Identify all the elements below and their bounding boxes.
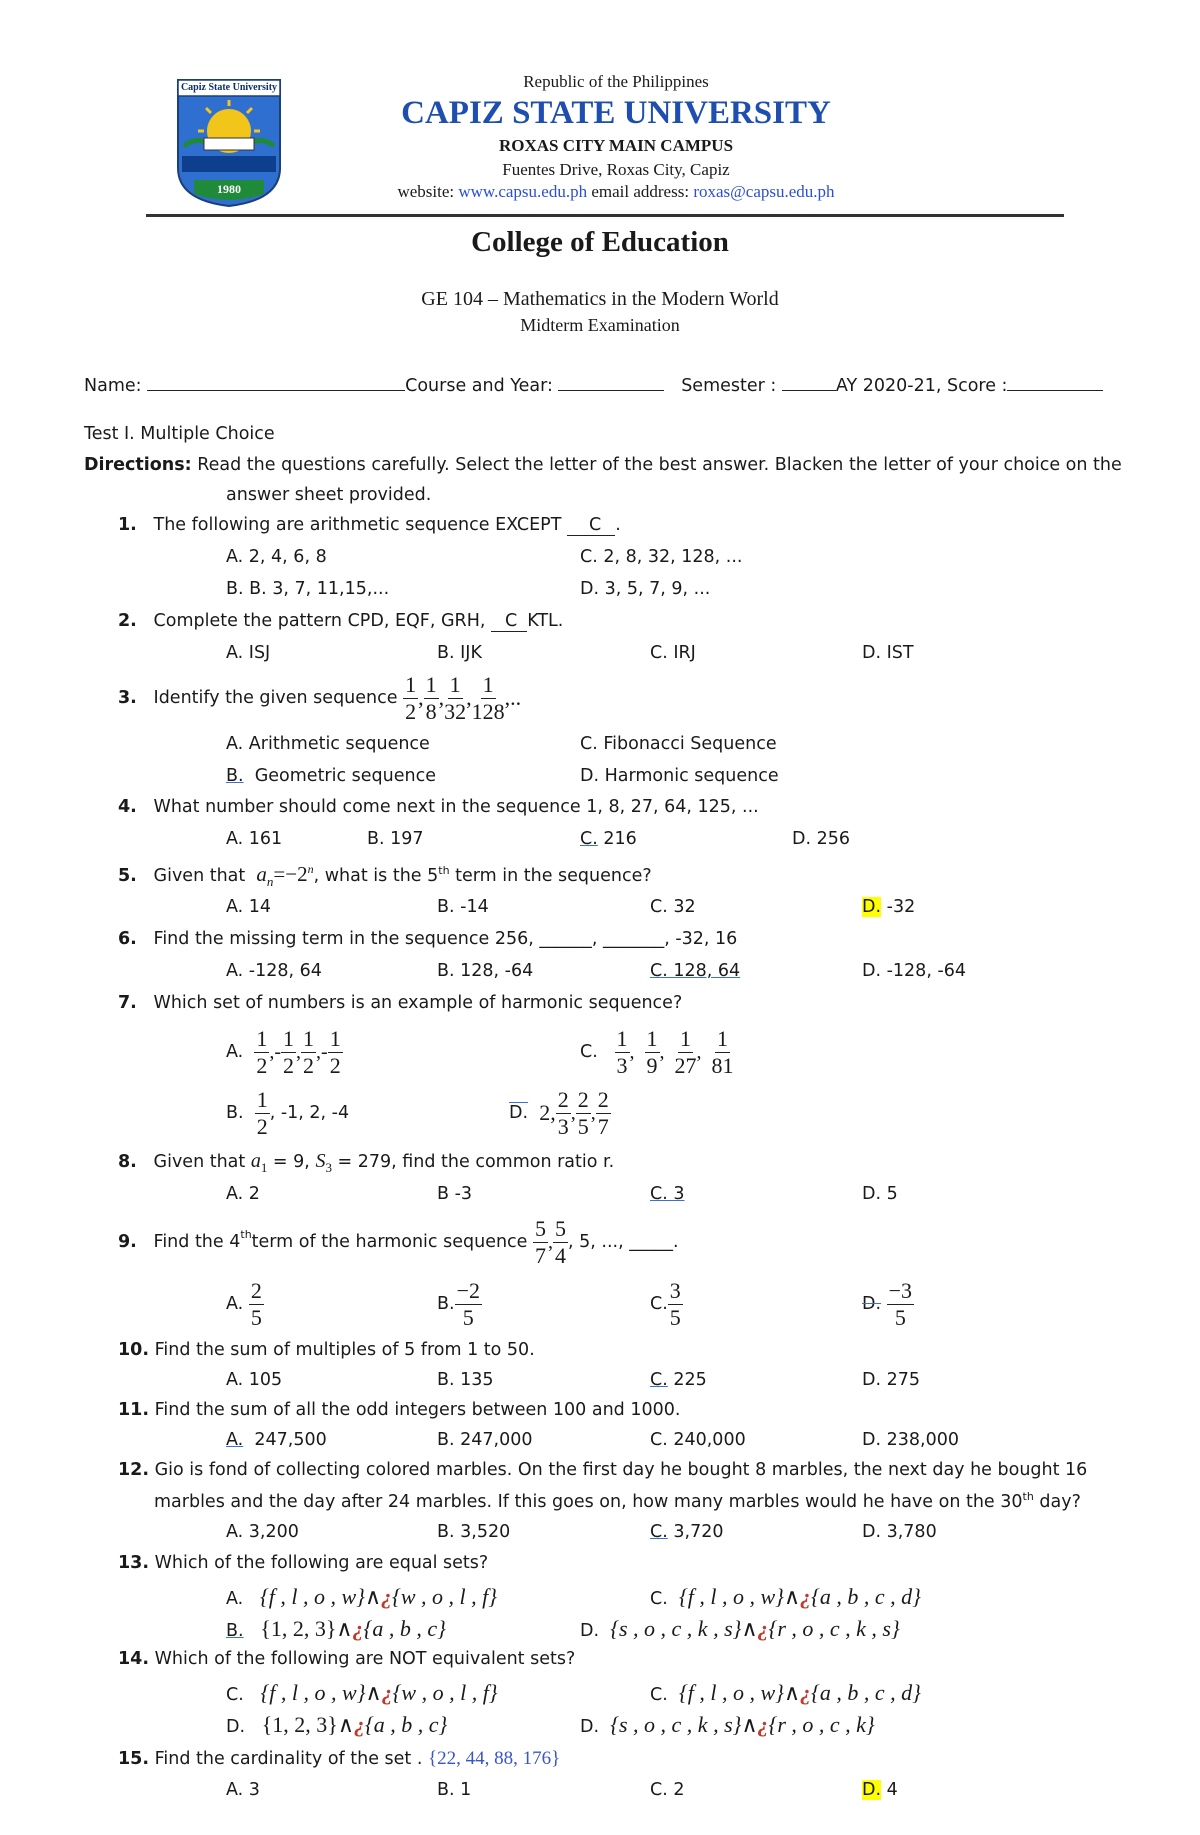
q4-option-b[interactable]: B. 197: [367, 829, 424, 849]
question-12-line-2: [154, 1490, 1081, 1512]
q8-option-b[interactable]: B -3: [437, 1184, 473, 1204]
directions-text-2: answer sheet provided.: [226, 485, 432, 505]
q14-option-b-letter: D.: [226, 1717, 246, 1737]
q13-b-left-set: {1, 2, 3}: [260, 1616, 337, 1641]
header-rule: [146, 214, 1064, 217]
campus-address: Fuentes Drive, Roxas City, Capiz: [502, 160, 730, 179]
q8-a1: [250, 1150, 268, 1175]
q1-option-a[interactable]: A. 2, 4, 6, 8: [226, 547, 327, 567]
q14-d-right-set: {r , o , c , k}: [768, 1712, 875, 1737]
q4-option-d[interactable]: D. 256: [792, 829, 851, 849]
q7-a-fraction-2: $\frac{1}{2}$: [283, 1025, 295, 1078]
q9-option-a-letter: A.: [226, 1294, 244, 1314]
q7-number: 7.: [118, 993, 137, 1013]
q3-sep-4: ,: [504, 685, 511, 710]
q5-option-b[interactable]: B. -14: [437, 897, 489, 917]
q4-option-a[interactable]: A. 161: [226, 829, 283, 849]
q13-option-d[interactable]: [580, 1616, 900, 1642]
question-4: [118, 797, 759, 817]
q8-number: 8.: [118, 1152, 137, 1172]
q15-option-a[interactable]: A. 3: [226, 1780, 260, 1800]
q12-text: Gio is fond of collecting colored marbles. On the first day he bought 8 marbles, the next day he bought 16: [154, 1460, 1088, 1480]
q11-option-b[interactable]: B. 247,000: [437, 1430, 533, 1450]
q15-number: 15.: [118, 1749, 150, 1769]
q14-a-expression: [261, 1680, 498, 1705]
q3-fraction-3: $\frac{1}{32}$: [444, 671, 467, 724]
q9-comma: ,: [548, 1230, 554, 1253]
q14-d-glyph: ¿: [757, 1712, 769, 1737]
question-2: [118, 611, 563, 632]
directions: [84, 455, 1144, 475]
q10-option-d[interactable]: D. 275: [862, 1370, 921, 1390]
q14-c-expression: [679, 1680, 921, 1705]
question-13: [118, 1553, 488, 1573]
q8-s3-subscript: 3: [325, 1160, 332, 1175]
q13-option-c[interactable]: [650, 1584, 921, 1610]
exam-title: Midterm Examination: [520, 315, 680, 335]
q8-a1-symbol: a: [250, 1150, 261, 1172]
q9-option-d-letter: D.: [862, 1294, 882, 1314]
logo-year: 1980: [217, 182, 241, 196]
q7-c-fraction-2: $\frac{1}{9}$: [646, 1025, 658, 1078]
ay-score-label: AY 2020-21, Score :: [835, 376, 1008, 396]
q3-number: 3.: [118, 688, 137, 708]
q3-fraction-2: $\frac{1}{8}$: [425, 671, 437, 724]
q13-c-glyph: ¿: [800, 1584, 812, 1609]
q14-d-expression: [610, 1712, 875, 1737]
q13-c-operator: ∧: [783, 1584, 801, 1609]
q10-option-c-letter: C.: [650, 1370, 668, 1390]
q12-option-b[interactable]: B. 3,520: [437, 1522, 511, 1542]
q14-a-glyph: ¿: [381, 1680, 393, 1705]
directions-label: Directions:: [84, 455, 192, 475]
q13-text: Which of the following are equal sets?: [154, 1553, 489, 1573]
q5-option-a[interactable]: A. 14: [226, 897, 272, 917]
q12-option-c-letter: C.: [650, 1522, 668, 1542]
q3-text: Identify the given sequence: [153, 688, 398, 708]
q4-option-c-letter: C.: [580, 829, 598, 849]
q14-d-left-set: {s , o , c , k , s}: [610, 1712, 742, 1737]
q14-d-operator: ∧: [741, 1712, 758, 1737]
q7-text: Which set of numbers is an example of harmonic sequence?: [153, 993, 683, 1013]
q7-a-sep-2: ,: [296, 1040, 302, 1063]
q12-number: 12.: [118, 1460, 150, 1480]
q13-option-b[interactable]: [226, 1616, 446, 1642]
q3-option-c[interactable]: C. Fibonacci Sequence: [580, 734, 777, 754]
q13-a-glyph: ¿: [381, 1584, 393, 1609]
q3-option-d[interactable]: D. Harmonic sequence: [580, 766, 779, 786]
q14-b-left-set: {1, 2, 3}: [261, 1712, 338, 1737]
q1-option-d[interactable]: D. 3, 5, 7, 9, ...: [580, 579, 711, 599]
q9-text-2: term of the harmonic sequence: [251, 1232, 528, 1252]
q3-option-b[interactable]: [226, 766, 436, 786]
q5-option-c[interactable]: C. 32: [650, 897, 696, 917]
question-15: [118, 1748, 560, 1770]
question-14: [118, 1649, 575, 1669]
q2-end: KTL.: [527, 611, 564, 631]
q12-option-d[interactable]: D. 3,780: [862, 1522, 937, 1542]
q10-option-a[interactable]: A. 105: [226, 1370, 283, 1390]
q13-option-c-letter: C.: [650, 1589, 668, 1609]
q13-d-operator: ∧: [741, 1616, 758, 1641]
campus-name: ROXAS CITY MAIN CAMPUS: [498, 136, 734, 155]
q13-c-right-set: {a , b , c , d}: [811, 1584, 921, 1609]
q7-b-rest: , -1, 2, -4: [269, 1103, 350, 1123]
q9-option-c[interactable]: [650, 1276, 683, 1332]
q5-option-d-letter: D.: [862, 897, 882, 917]
q9-option-a[interactable]: [226, 1276, 264, 1332]
q10-number: 10.: [118, 1340, 150, 1360]
q3-sep-3: ,: [466, 685, 472, 710]
question-3: [118, 670, 521, 726]
q14-a-operator: ∧: [365, 1680, 382, 1705]
q11-number: 11.: [118, 1400, 150, 1420]
q13-c-left-set: {f , l , o , w}: [678, 1584, 784, 1609]
q13-d-left-set: {s , o , c , k , s}: [610, 1616, 742, 1641]
q7-d-comma-2: ,: [590, 1101, 596, 1124]
question-12: [118, 1460, 1087, 1480]
q1-answer: C: [567, 515, 615, 536]
question-7: [118, 993, 682, 1013]
q14-option-a-letter: C.: [226, 1685, 244, 1705]
republic-line: Republic of the Philippines: [523, 72, 709, 91]
q14-c-glyph: ¿: [800, 1680, 812, 1705]
q14-b-right-set: {a , b , c}: [364, 1712, 448, 1737]
contact-line: [16, 182, 1200, 202]
name-label: Name:: [84, 376, 142, 396]
score-field[interactable]: [1007, 374, 1103, 391]
q6-number: 6.: [118, 929, 137, 949]
q7-option-c-letter: C.: [580, 1042, 598, 1062]
q13-a-operator: ∧: [364, 1584, 382, 1609]
q8-option-c[interactable]: C. 3: [650, 1184, 685, 1204]
q6-option-a[interactable]: A. -128, 64: [226, 961, 322, 981]
q1-option-b[interactable]: B. B. 3, 7, 11,15,...: [226, 579, 390, 599]
q13-option-d-letter: D.: [580, 1621, 600, 1641]
course-year-label: Course and Year:: [405, 376, 553, 396]
website-label: website:: [397, 182, 455, 201]
question-11: [118, 1400, 680, 1420]
course-title: GE 104 – Mathematics in the Modern World: [421, 288, 779, 310]
q11-option-a[interactable]: [226, 1430, 327, 1450]
q4-number: 4.: [118, 797, 137, 817]
q7-c-comma-3: ,: [696, 1040, 712, 1063]
q7-a-sep-1: ,-: [269, 1040, 282, 1063]
q13-d-right-set: {r , o , c , k , s}: [768, 1616, 900, 1641]
q8-option-d[interactable]: D. 5: [862, 1184, 898, 1204]
q3-fraction-1: $\frac{1}{2}$: [405, 671, 417, 724]
q5-a-subscript: n: [266, 874, 274, 890]
q13-b-glyph: ¿: [352, 1616, 364, 1641]
directions-text: Read the questions carefully. Select the letter of the best answer. Blacken the letter of your choice on the: [197, 455, 1122, 475]
q3-sep-2: ,: [438, 685, 445, 710]
q13-option-a[interactable]: [226, 1584, 497, 1610]
q8-s3-symbol: S: [315, 1150, 326, 1172]
q15-set: {22, 44, 88, 176}: [427, 1748, 561, 1769]
q11-option-d[interactable]: D. 238,000: [862, 1430, 959, 1450]
q5-number: 5.: [118, 866, 137, 886]
q3-fraction-4: $\frac{1}{128}$: [471, 671, 505, 724]
q9-c-fraction: $\frac{3}{5}$: [669, 1277, 681, 1330]
q14-c-operator: ∧: [783, 1680, 801, 1705]
q8-text-3: = 279, find the common ratio r.: [331, 1152, 615, 1172]
q2-answer: C: [491, 611, 527, 632]
q3-ellipsis: ..: [510, 685, 522, 710]
q9-fraction-1: $\frac{5}{7}$: [535, 1215, 547, 1268]
q5-formula: [256, 862, 314, 890]
q13-a-expression: [260, 1584, 497, 1609]
question-5: [118, 862, 652, 890]
q7-d-fraction-3: $\frac{2}{7}$: [597, 1086, 609, 1139]
q7-c-fraction-1: $\frac{1}{3}$: [616, 1025, 628, 1078]
q7-a-fraction-3: $\frac{1}{2}$: [303, 1025, 315, 1078]
q14-b-operator: ∧: [337, 1712, 354, 1737]
q7-d-first: 2,: [539, 1100, 556, 1125]
q12-text-2b: day?: [1033, 1491, 1081, 1512]
q13-b-operator: ∧: [336, 1616, 353, 1641]
q4-text: What number should come next in the sequence 1, 8, 27, 64, 125, ...: [153, 797, 759, 817]
q9-fraction-2: $\frac{5}{4}$: [555, 1215, 567, 1268]
q7-a-fraction-1: $\frac{1}{2}$: [256, 1025, 268, 1078]
q8-option-a[interactable]: A. 2: [226, 1184, 260, 1204]
q2-option-a[interactable]: A. ISJ: [226, 643, 271, 663]
q1-option-c[interactable]: C. 2, 8, 32, 128, ...: [580, 547, 743, 567]
q2-text: Complete the pattern CPD, EQF, GRH,: [153, 611, 486, 631]
q11-option-a-letter: A.: [226, 1430, 244, 1450]
q13-option-a-letter: A.: [226, 1589, 244, 1609]
q14-c-left-set: {f , l , o , w}: [678, 1680, 784, 1705]
q12-option-c[interactable]: [650, 1522, 723, 1542]
q9-option-d[interactable]: [862, 1276, 914, 1332]
q7-c-comma-1: ,: [629, 1040, 645, 1063]
q13-d-glyph: ¿: [757, 1616, 769, 1641]
q8-text-1: Given that: [153, 1152, 246, 1172]
q14-c-right-set: {a , b , c , d}: [811, 1680, 921, 1705]
q8-a1-subscript: 1: [260, 1160, 268, 1175]
q7-option-c[interactable]: [580, 1024, 734, 1080]
q4-option-c-value: 216: [603, 829, 637, 849]
question-9: [118, 1214, 679, 1270]
website-link[interactable]: www.capsu.edu.ph: [458, 182, 588, 201]
q3-option-b-letter: B.: [226, 766, 244, 786]
q9-text-1: Find the 4: [153, 1232, 241, 1252]
q11-option-c[interactable]: C. 240,000: [650, 1430, 746, 1450]
q7-option-b-letter: B.: [226, 1103, 244, 1123]
q5-exponent: n: [307, 862, 314, 876]
q10-option-c[interactable]: [650, 1370, 707, 1390]
q9-d-fraction: $\frac{-3}{5}$: [888, 1277, 913, 1330]
q7-option-d[interactable]: [509, 1085, 611, 1141]
q7-c-fraction-4: $\frac{1}{81}$: [711, 1025, 734, 1078]
q9-a-fraction: $\frac{2}{5}$: [250, 1277, 262, 1330]
q8-s3: [315, 1150, 332, 1175]
q9-option-b-letter: B.: [437, 1294, 455, 1314]
q15-option-d[interactable]: [862, 1780, 898, 1800]
q7-d-fraction-1: $\frac{2}{3}$: [557, 1086, 569, 1139]
question-1: [118, 515, 621, 536]
q13-d-expression: [610, 1616, 900, 1641]
q13-option-b-letter: B.: [226, 1621, 244, 1641]
q5-text-3: term in the sequence?: [449, 866, 652, 886]
q3-option-b-text: Geometric sequence: [254, 766, 436, 786]
q5-equals: =−2: [273, 862, 308, 886]
semester-field[interactable]: [782, 374, 836, 391]
logo-banner-text: Capiz State University: [180, 82, 278, 93]
q7-d-comma-1: ,: [570, 1101, 576, 1124]
q9-option-b[interactable]: [437, 1276, 482, 1332]
q10-option-c-value: 225: [673, 1370, 707, 1390]
q10-text: Find the sum of multiples of 5 from 1 to 50.: [154, 1340, 535, 1360]
q7-option-a[interactable]: [226, 1024, 343, 1080]
q15-option-c[interactable]: C. 2: [650, 1780, 685, 1800]
question-6: [118, 929, 737, 949]
q12-option-a[interactable]: A. 3,200: [226, 1522, 299, 1542]
q13-b-right-set: {a , b , c}: [363, 1616, 446, 1641]
q6-option-b[interactable]: B. 128, -64: [437, 961, 534, 981]
q2-option-b[interactable]: B. IJK: [437, 643, 482, 663]
q5-text-2: , what is the 5: [313, 866, 439, 886]
q7-d-fraction-2: $\frac{2}{5}$: [577, 1086, 589, 1139]
email-label: email address:: [591, 182, 690, 201]
q7-a-sep-3: ,-: [316, 1040, 328, 1063]
q14-b-expression: [262, 1712, 448, 1737]
q2-option-c[interactable]: C. IRJ: [650, 643, 696, 663]
q9-option-c-letter: C.: [650, 1294, 668, 1314]
q2-option-d[interactable]: D. IST: [862, 643, 914, 663]
q1-number: 1.: [118, 515, 137, 535]
q12-th: th: [1022, 1490, 1034, 1503]
q4-option-c[interactable]: [580, 829, 637, 849]
q13-c-expression: [679, 1584, 921, 1609]
q14-b-glyph: ¿: [353, 1712, 365, 1737]
q5-a-symbol: a: [256, 862, 267, 886]
q14-a-left-set: {f , l , o , w}: [260, 1680, 366, 1705]
student-info-line: [84, 374, 1103, 396]
q14-text: Which of the following are NOT equivalent sets?: [154, 1649, 576, 1669]
q10-option-b[interactable]: B. 135: [437, 1370, 494, 1390]
q11-text: Find the sum of all the odd integers between 100 and 1000.: [154, 1400, 681, 1420]
q11-option-a-value: 247,500: [254, 1430, 327, 1450]
q14-option-a[interactable]: [226, 1680, 498, 1706]
test-title: Test I. Multiple Choice: [84, 424, 275, 444]
q13-a-right-set: {w , o , l , f}: [392, 1584, 498, 1609]
q15-text: Find the cardinality of the set .: [154, 1749, 423, 1769]
q8-text-2: = 9,: [267, 1152, 310, 1172]
semester-label: Semester :: [681, 376, 777, 396]
course-year-field[interactable]: [558, 374, 664, 391]
q14-option-c-letter: C.: [650, 1685, 668, 1705]
q6-option-d[interactable]: D. -128, -64: [862, 961, 967, 981]
q5-text-1: Given that: [153, 866, 246, 886]
q3-sep-1: ,: [418, 685, 424, 710]
q13-a-left-set: {f , l , o , w}: [259, 1584, 365, 1609]
q7-option-a-letter: A.: [226, 1042, 244, 1062]
q14-a-right-set: {w , o , l , f}: [392, 1680, 498, 1705]
q13-b-expression: [260, 1616, 446, 1641]
q9-text-3: , 5, ..., _____.: [568, 1232, 679, 1252]
q14-option-d[interactable]: [580, 1712, 875, 1738]
q7-c-comma-2: ,: [659, 1040, 675, 1063]
q1-end: .: [615, 515, 621, 535]
university-name: CAPIZ STATE UNIVERSITY: [401, 95, 831, 131]
q14-number: 14.: [118, 1649, 150, 1669]
q7-c-fraction-3: $\frac{1}{27}$: [674, 1025, 697, 1078]
q14-option-c[interactable]: [650, 1680, 921, 1706]
q6-text: Find the missing term in the sequence 256, ______, _______, -32, 16: [153, 929, 738, 949]
q2-number: 2.: [118, 611, 137, 631]
q5-option-d[interactable]: [862, 897, 915, 917]
college-title: College of Education: [471, 226, 729, 258]
q3-option-a[interactable]: A. Arithmetic sequence: [226, 734, 430, 754]
q7-b-fraction: $\frac{1}{2}$: [256, 1086, 268, 1139]
q15-option-d-value: 4: [886, 1780, 898, 1800]
email-link[interactable]: roxas@capsu.edu.ph: [693, 182, 835, 201]
q14-option-b[interactable]: [226, 1712, 447, 1738]
question-8: [118, 1150, 614, 1176]
q9-number: 9.: [118, 1232, 137, 1252]
q5-th: th: [438, 864, 450, 878]
q7-option-b[interactable]: [226, 1085, 349, 1141]
q9-th: th: [240, 1228, 252, 1241]
q6-option-c[interactable]: C. 128, 64: [650, 961, 741, 981]
q7-a-fraction-4: $\frac{1}{2}$: [329, 1025, 341, 1078]
q15-option-d-letter: D.: [862, 1780, 882, 1800]
q7-option-d-letter: D.: [509, 1103, 529, 1123]
question-10: [118, 1340, 535, 1360]
q9-b-fraction: $\frac{-2}{5}$: [456, 1277, 480, 1330]
name-field[interactable]: [147, 374, 405, 391]
q13-number: 13.: [118, 1553, 150, 1573]
q1-text: The following are arithmetic sequence EXCEPT: [153, 515, 562, 535]
q5-option-d-value: -32: [886, 897, 916, 917]
q15-option-b[interactable]: B. 1: [437, 1780, 472, 1800]
q14-option-d-letter: D.: [580, 1717, 600, 1737]
q12-text-2a: marbles and the day after 24 marbles. If this goes on, how many marbles would he have on the 30: [154, 1491, 1023, 1512]
q12-option-c-value: 3,720: [673, 1522, 724, 1542]
